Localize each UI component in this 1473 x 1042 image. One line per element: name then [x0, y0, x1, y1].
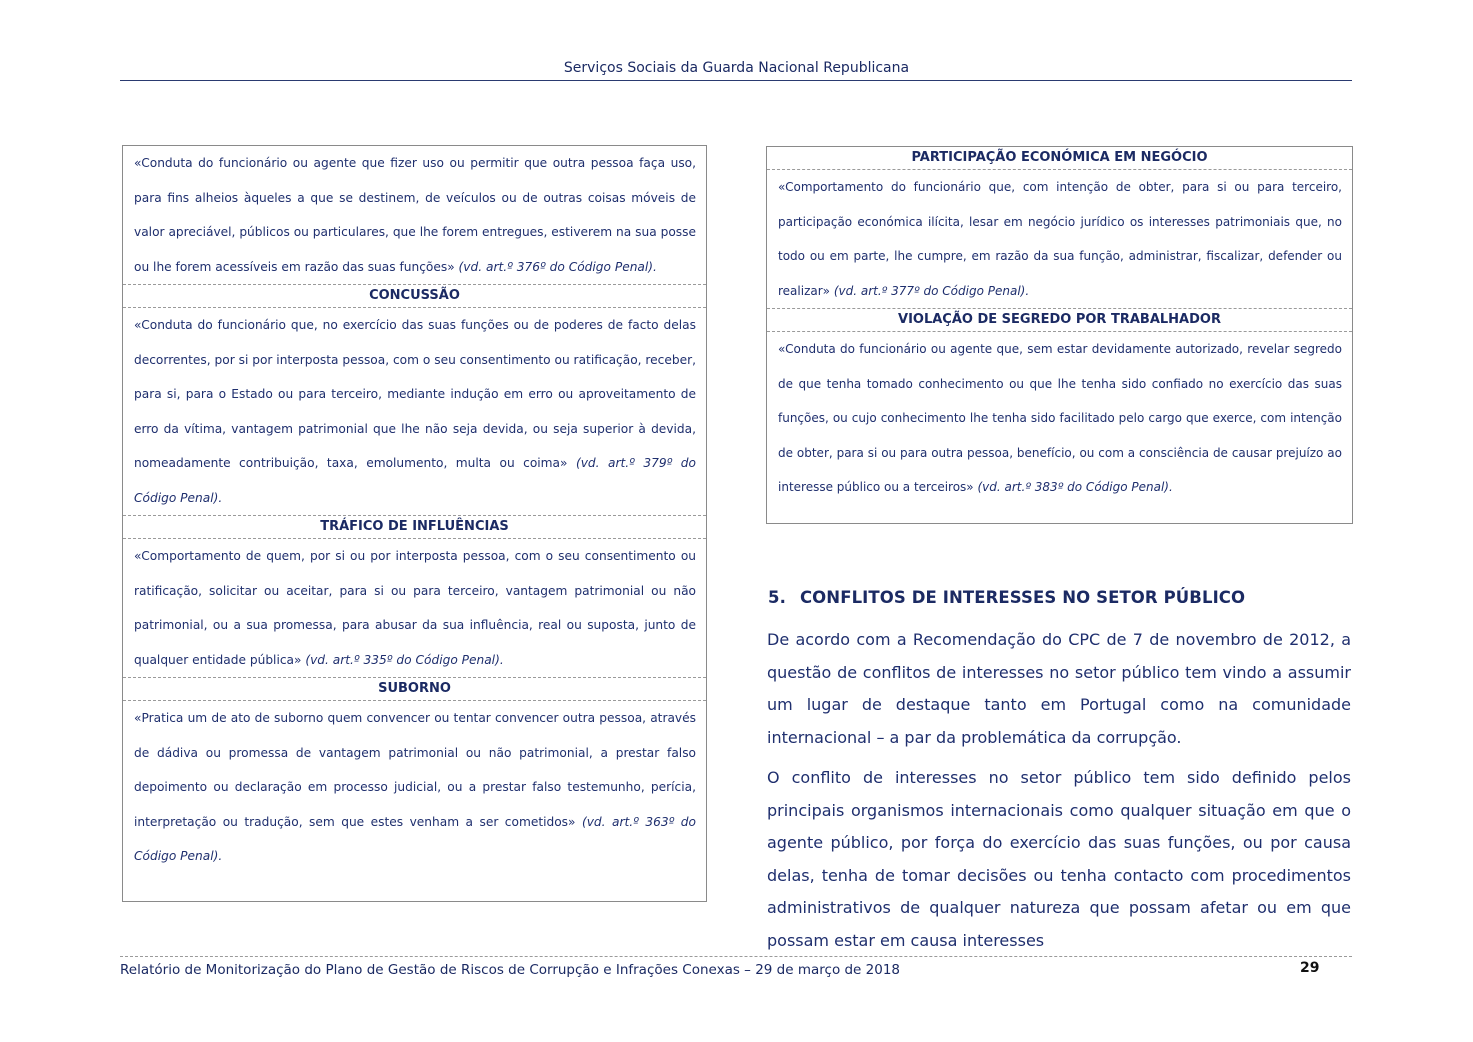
- right-definitions-box: [766, 146, 1353, 524]
- page-number: 29: [1300, 960, 1320, 976]
- section-number: 5.: [768, 588, 786, 607]
- section-definition: [123, 308, 706, 515]
- section-title: PARTICIPAÇÃO ECONÓMICA EM NEGÓCIO: [767, 147, 1352, 170]
- definition-text: «Conduta do funcionário ou agente que fizer uso ou permitir que outra pessoa faça uso, para fins alheios àqueles a que se destinem, de veículos ou de outras coisas móveis de valor apreciável, públicos ou particulares, que lhe forem entregues, estiverem na sua posse ou lhe forem acessíveis em razão das suas funções»: [134, 156, 696, 274]
- left-definitions-box: [122, 145, 707, 902]
- section-heading-title: CONFLITOS DE INTERESSES NO SETOR PÚBLICO: [799, 588, 1246, 607]
- section-definition: [123, 539, 706, 677]
- legal-reference: (vd. art.º 335º do Código Penal).: [305, 652, 504, 667]
- section-title: SUBORNO: [123, 678, 706, 701]
- intro-definition: [123, 146, 706, 284]
- header-rule: [120, 80, 1352, 81]
- section-violacao-segredo: [767, 308, 1352, 505]
- legal-reference: (vd. art.º 363º do Código Penal).: [134, 814, 696, 863]
- section-suborno: [123, 677, 706, 874]
- body-paragraph: De acordo com a Recomendação do CPC de 7 de novembro de 2012, a questão de conflitos de interesses no setor público tem vindo a assumir um lugar de destaque tanto em Portugal como na comunidade internacional – a par da problemática da corrupção.: [767, 630, 1351, 747]
- section-definition: [767, 332, 1352, 505]
- definition-text: «Comportamento de quem, por si ou por interposta pessoa, com o seu consentimento ou ratificação, solicitar ou aceitar, para si ou para terceiro, vantagem patrimonial ou não patrimonial, ou a sua promessa, para abusar da sua influência, real ou suposta, junto de qualquer entidade pública»: [134, 549, 696, 667]
- definition-text: «Conduta do funcionário que, no exercício das suas funções ou de poderes de facto delas decorrentes, por si por interposta pessoa, com o seu consentimento ou ratificação, receber, para si, para o Estado ou para terceiro, mediante indução em erro ou aproveitamento de erro da vítima, vantagem patrimonial que lhe não seja devida, ou seja superior à devida, nomeadamente contribuição, taxa, emolumento, multa ou coima»: [134, 318, 696, 470]
- intro-section: [123, 146, 706, 284]
- definition-text: «Pratica um de ato de suborno quem convencer ou tentar convencer outra pessoa, através de dádiva ou promessa de vantagem patrimonial ou não patrimonial, a prestar falso depoimento ou declaração em processo judicial, ou a prestar falso testemunho, perícia, interpretação ou tradução, sem que estes venham a ser cometidos»: [134, 711, 696, 829]
- definition-text: «Conduta do funcionário ou agente que, sem estar devidamente autorizado, revelar segredo de que tenha tomado conhecimento ou que lhe tenha sido confiado no exercício das suas funções, ou cujo conhecimento lhe tenha sido facilitado pelo cargo que exerce, com intenção de obter, para si ou para outra pessoa, benefício, ou com a consciência de causar prejuízo ao interesse público ou a terceiros»: [778, 342, 1342, 494]
- section-trafico-influencias: [123, 515, 706, 677]
- definition-text: «Comportamento do funcionário que, com intenção de obter, para si ou para terceiro, participação económica ilícita, lesar em negócio jurídico os interesses patrimoniais que, no todo ou em parte, lhe cumpre, em razão da sua função, administrar, fiscalizar, defender ou realizar»: [778, 180, 1342, 298]
- section-concussao: [123, 284, 706, 515]
- section-participacao-economica: [767, 147, 1352, 308]
- page-header-title: Serviços Sociais da Guarda Nacional Republicana: [563, 60, 910, 76]
- section-title: VIOLAÇÃO DE SEGREDO POR TRABALHADOR: [767, 309, 1352, 332]
- section-definition: [767, 170, 1352, 308]
- legal-reference: (vd. art.º 379º do Código Penal).: [134, 456, 696, 505]
- footer-text: Relatório de Monitorização do Plano de Gestão de Riscos de Corrupção e Infrações Conexas – 29 de março de 2018: [120, 962, 901, 978]
- section-title: CONCUSSÃO: [123, 285, 706, 308]
- legal-reference: (vd. art.º 383º do Código Penal).: [977, 480, 1173, 494]
- body-paragraph: O conflito de interesses no setor público tem sido definido pelos principais organismos internacionais como qualquer situação em que o agente público, por força do exercício das suas funções, ou por causa delas, tenha de tomar decisões ou tenha contacto com procedimentos administrativos de qualquer natureza que possam afetar ou em que possam estar em causa interesses: [767, 768, 1351, 950]
- footer-rule: [120, 956, 1352, 957]
- section-title: TRÁFICO DE INFLUÊNCIAS: [123, 516, 706, 539]
- legal-reference: (vd. art.º 376º do Código Penal).: [458, 259, 657, 274]
- section-heading: [768, 588, 1245, 607]
- section-definition: [123, 701, 706, 874]
- legal-reference: (vd. art.º 377º do Código Penal).: [833, 283, 1030, 298]
